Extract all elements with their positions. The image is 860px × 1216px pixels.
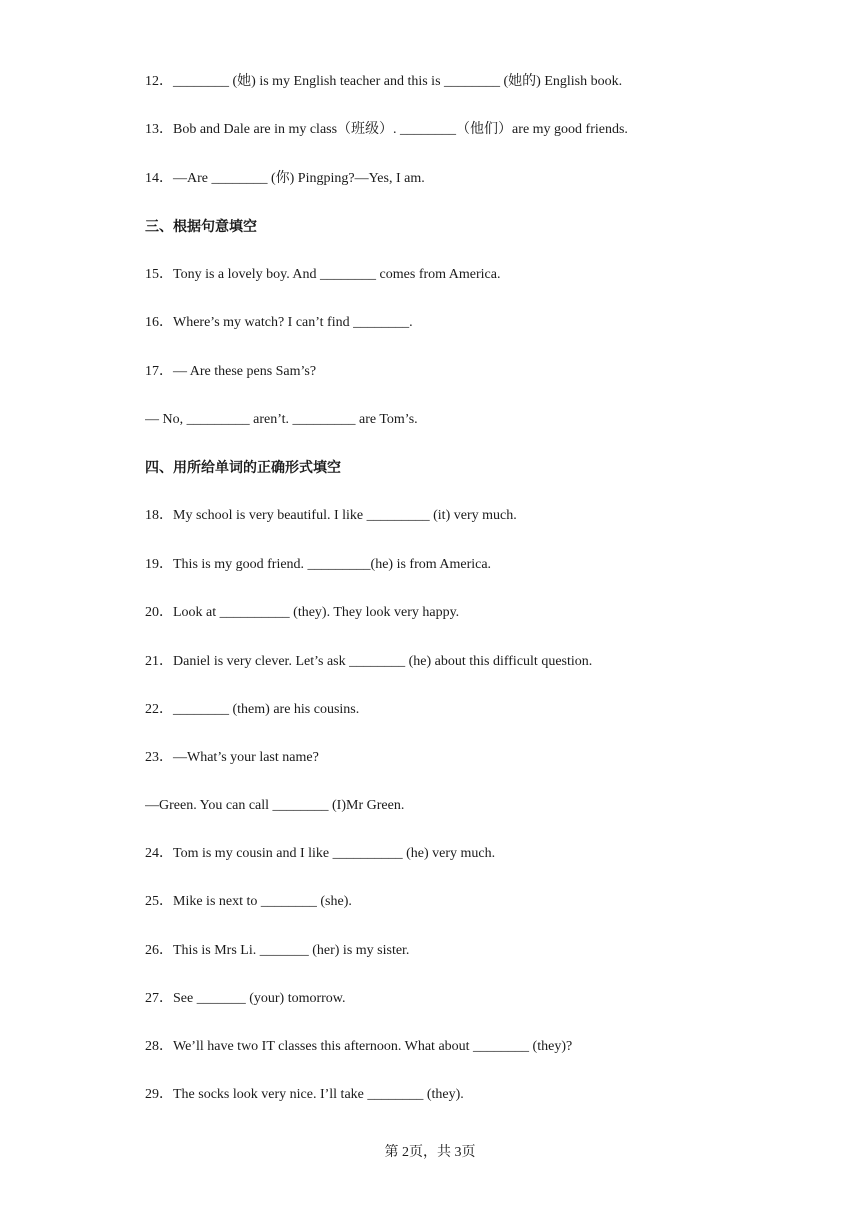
- question-22: 22．________ (them) are his cousins.: [145, 702, 360, 717]
- question-23-answer-line: —Green. You can call ________ (I)Mr Green.: [145, 798, 405, 813]
- question-20: 20．Look at __________ (they). They look very happy.: [145, 605, 460, 620]
- question-13: 13．Bob and Dale are in my class（班级）. ________（他们）are my good friends.: [145, 122, 628, 137]
- question-28: 28．We’ll have two IT classes this afternoon. What about ________ (they)?: [145, 1039, 573, 1054]
- question-19: 19．This is my good friend. _________(he) is from America.: [145, 557, 492, 572]
- question-16: 16．Where’s my watch? I can’t find ________.: [145, 315, 413, 330]
- question-25: 25．Mike is next to ________ (she).: [145, 894, 352, 909]
- question-29: 29．The socks look very nice. I’ll take ________ (they).: [145, 1087, 464, 1102]
- section-heading-4: 四、用所给单词的正确形式填空: [145, 460, 341, 476]
- question-15: 15．Tony is a lovely boy. And ________ comes from America.: [145, 267, 501, 282]
- section-heading-3: 三、根据句意填空: [145, 219, 257, 235]
- question-17: 17．— Are these pens Sam’s?: [145, 364, 317, 379]
- page-footer: 第 2页，共 3页: [384, 1145, 476, 1160]
- question-21: 21．Daniel is very clever. Let’s ask ________ (he) about this difficult question.: [145, 654, 593, 669]
- question-14: 14．—Are ________ (你) Pingping?—Yes, I am.: [145, 171, 425, 186]
- question-18: 18．My school is very beautiful. I like _________ (it) very much.: [145, 508, 517, 523]
- question-23: 23．—What’s your last name?: [145, 750, 319, 765]
- question-17-answer-line: — No, _________ aren’t. _________ are Tom’s.: [145, 412, 418, 427]
- question-12: 12．________ (她) is my English teacher and this is ________ (她的) English book.: [145, 74, 623, 89]
- question-27: 27．See _______ (your) tomorrow.: [145, 991, 346, 1006]
- question-26: 26．This is Mrs Li. _______ (her) is my sister.: [145, 943, 410, 958]
- question-24: 24．Tom is my cousin and I like __________ (he) very much.: [145, 846, 496, 861]
